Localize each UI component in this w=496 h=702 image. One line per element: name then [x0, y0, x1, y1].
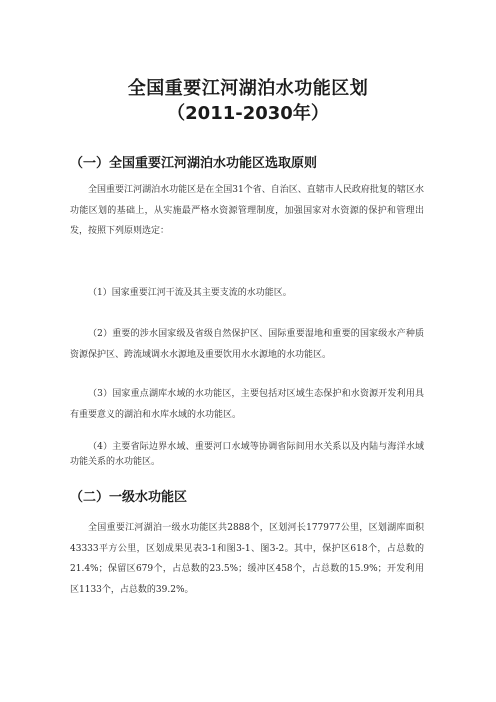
paragraph-principle-3: （3）国家重点湖库水域的水功能区，主要包括对区域生态保护和水资源开发利用具有重要意义的湖泊和水库水域的水功能区。 — [70, 389, 424, 420]
document-subtitle: （2011-2030年） — [167, 103, 329, 124]
paragraph-intro: 全国重要江河湖泊水功能区是在全国31个省、自治区、直辖市人民政府批复的辖区水功能区划的基础上，从实施最严格水资源管理制度，加强国家对水资源的保护和管理出发，按照下列原则选定： — [70, 185, 424, 236]
document-title: 全国重要江河湖泊水功能区划 — [127, 78, 369, 99]
paragraph-primary-zones: 全国重要江河湖泊一级水功能区共2888个，区划河长177977公里，区划湖库面积43333平方公里，区划成果见表3-1和图3-1、图3-2。其中，保护区618个，占总数的21.4%；保留区679个，占总数的23.5%；缓冲区458个，占总数的15.9%；开发利用区1133个，占总数的39.2%。 — [70, 523, 424, 595]
paragraph-principle-4: （4）主要省际边界水域、重要河口水域等协调省际间用水关系以及内陆与海洋水域功能关系的水功能区。 — [70, 442, 424, 467]
paragraph-principle-2: （2）重要的涉水国家级及省级自然保护区、国际重要湿地和重要的国家级水产种质资源保护区、跨流域调水水源地及重要饮用水水源地的水功能区。 — [70, 329, 424, 360]
section-heading-principles: （一）全国重要江河湖泊水功能区选取原则 — [70, 156, 318, 171]
paragraph-principle-1: （1）国家重要江河干流及其主要支流的水功能区。 — [88, 288, 292, 298]
section-heading-primary-zones: （二）一级水功能区 — [70, 490, 188, 505]
